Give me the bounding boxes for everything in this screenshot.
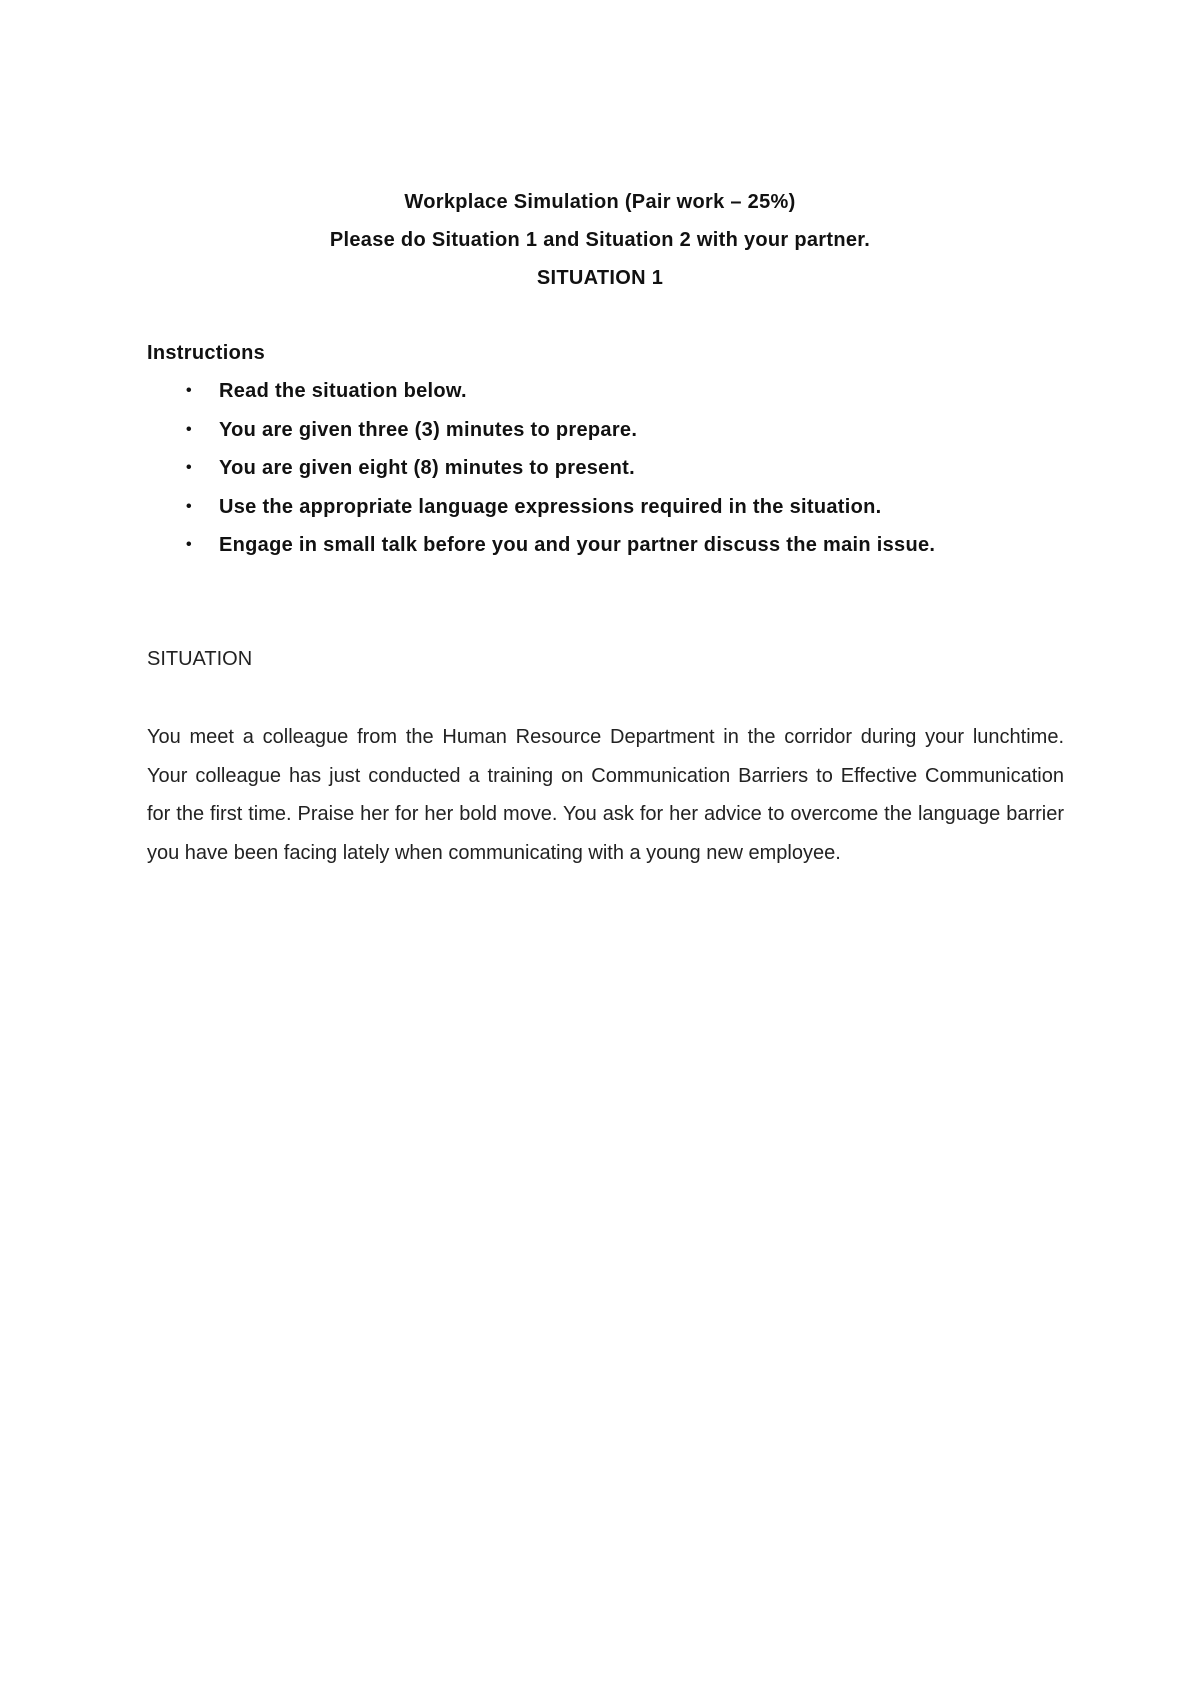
document-header: [0, 183, 1200, 297]
instruction-text: Engage in small talk before you and your partner discuss the main issue.: [219, 534, 936, 556]
list-item: [147, 411, 1067, 450]
instructions-title: Instructions: [147, 342, 266, 364]
document-title: Workplace Simulation (Pair work – 25%): [404, 191, 796, 213]
list-item: [147, 526, 1067, 565]
situation-heading: SITUATION 1: [536, 267, 664, 289]
situation-label: SITUATION: [147, 648, 253, 670]
instruction-text: Read the situation below.: [219, 380, 467, 402]
bullet-icon: •: [186, 420, 192, 438]
instruction-text: Use the appropriate language expressions required in the situation.: [219, 495, 882, 518]
document-subtitle: Please do Situation 1 and Situation 2 with your partner.: [329, 229, 871, 251]
list-item: [147, 488, 1067, 527]
list-item: [147, 449, 1067, 488]
bullet-icon: •: [186, 459, 192, 476]
instructions-section: [147, 334, 1067, 565]
bullet-icon: •: [186, 497, 192, 515]
instructions-list: [147, 372, 1067, 565]
bullet-icon: •: [186, 382, 192, 399]
bullet-icon: •: [186, 536, 192, 553]
instruction-text: You are given eight (8) minutes to present.: [219, 457, 635, 479]
situation-body: You meet a colleague from the Human Resource Department in the corridor during your lunchtime. Your colleague has just conducted a training on Communication Barriers to Effective Communication for the first time. Praise her for her bold move. You ask for her advice to overcome the language barrier you have been facing lately when communicating with a young new employee.: [147, 726, 1064, 864]
instruction-text: You are given three (3) minutes to prepare.: [219, 418, 638, 441]
list-item: [147, 372, 1067, 411]
